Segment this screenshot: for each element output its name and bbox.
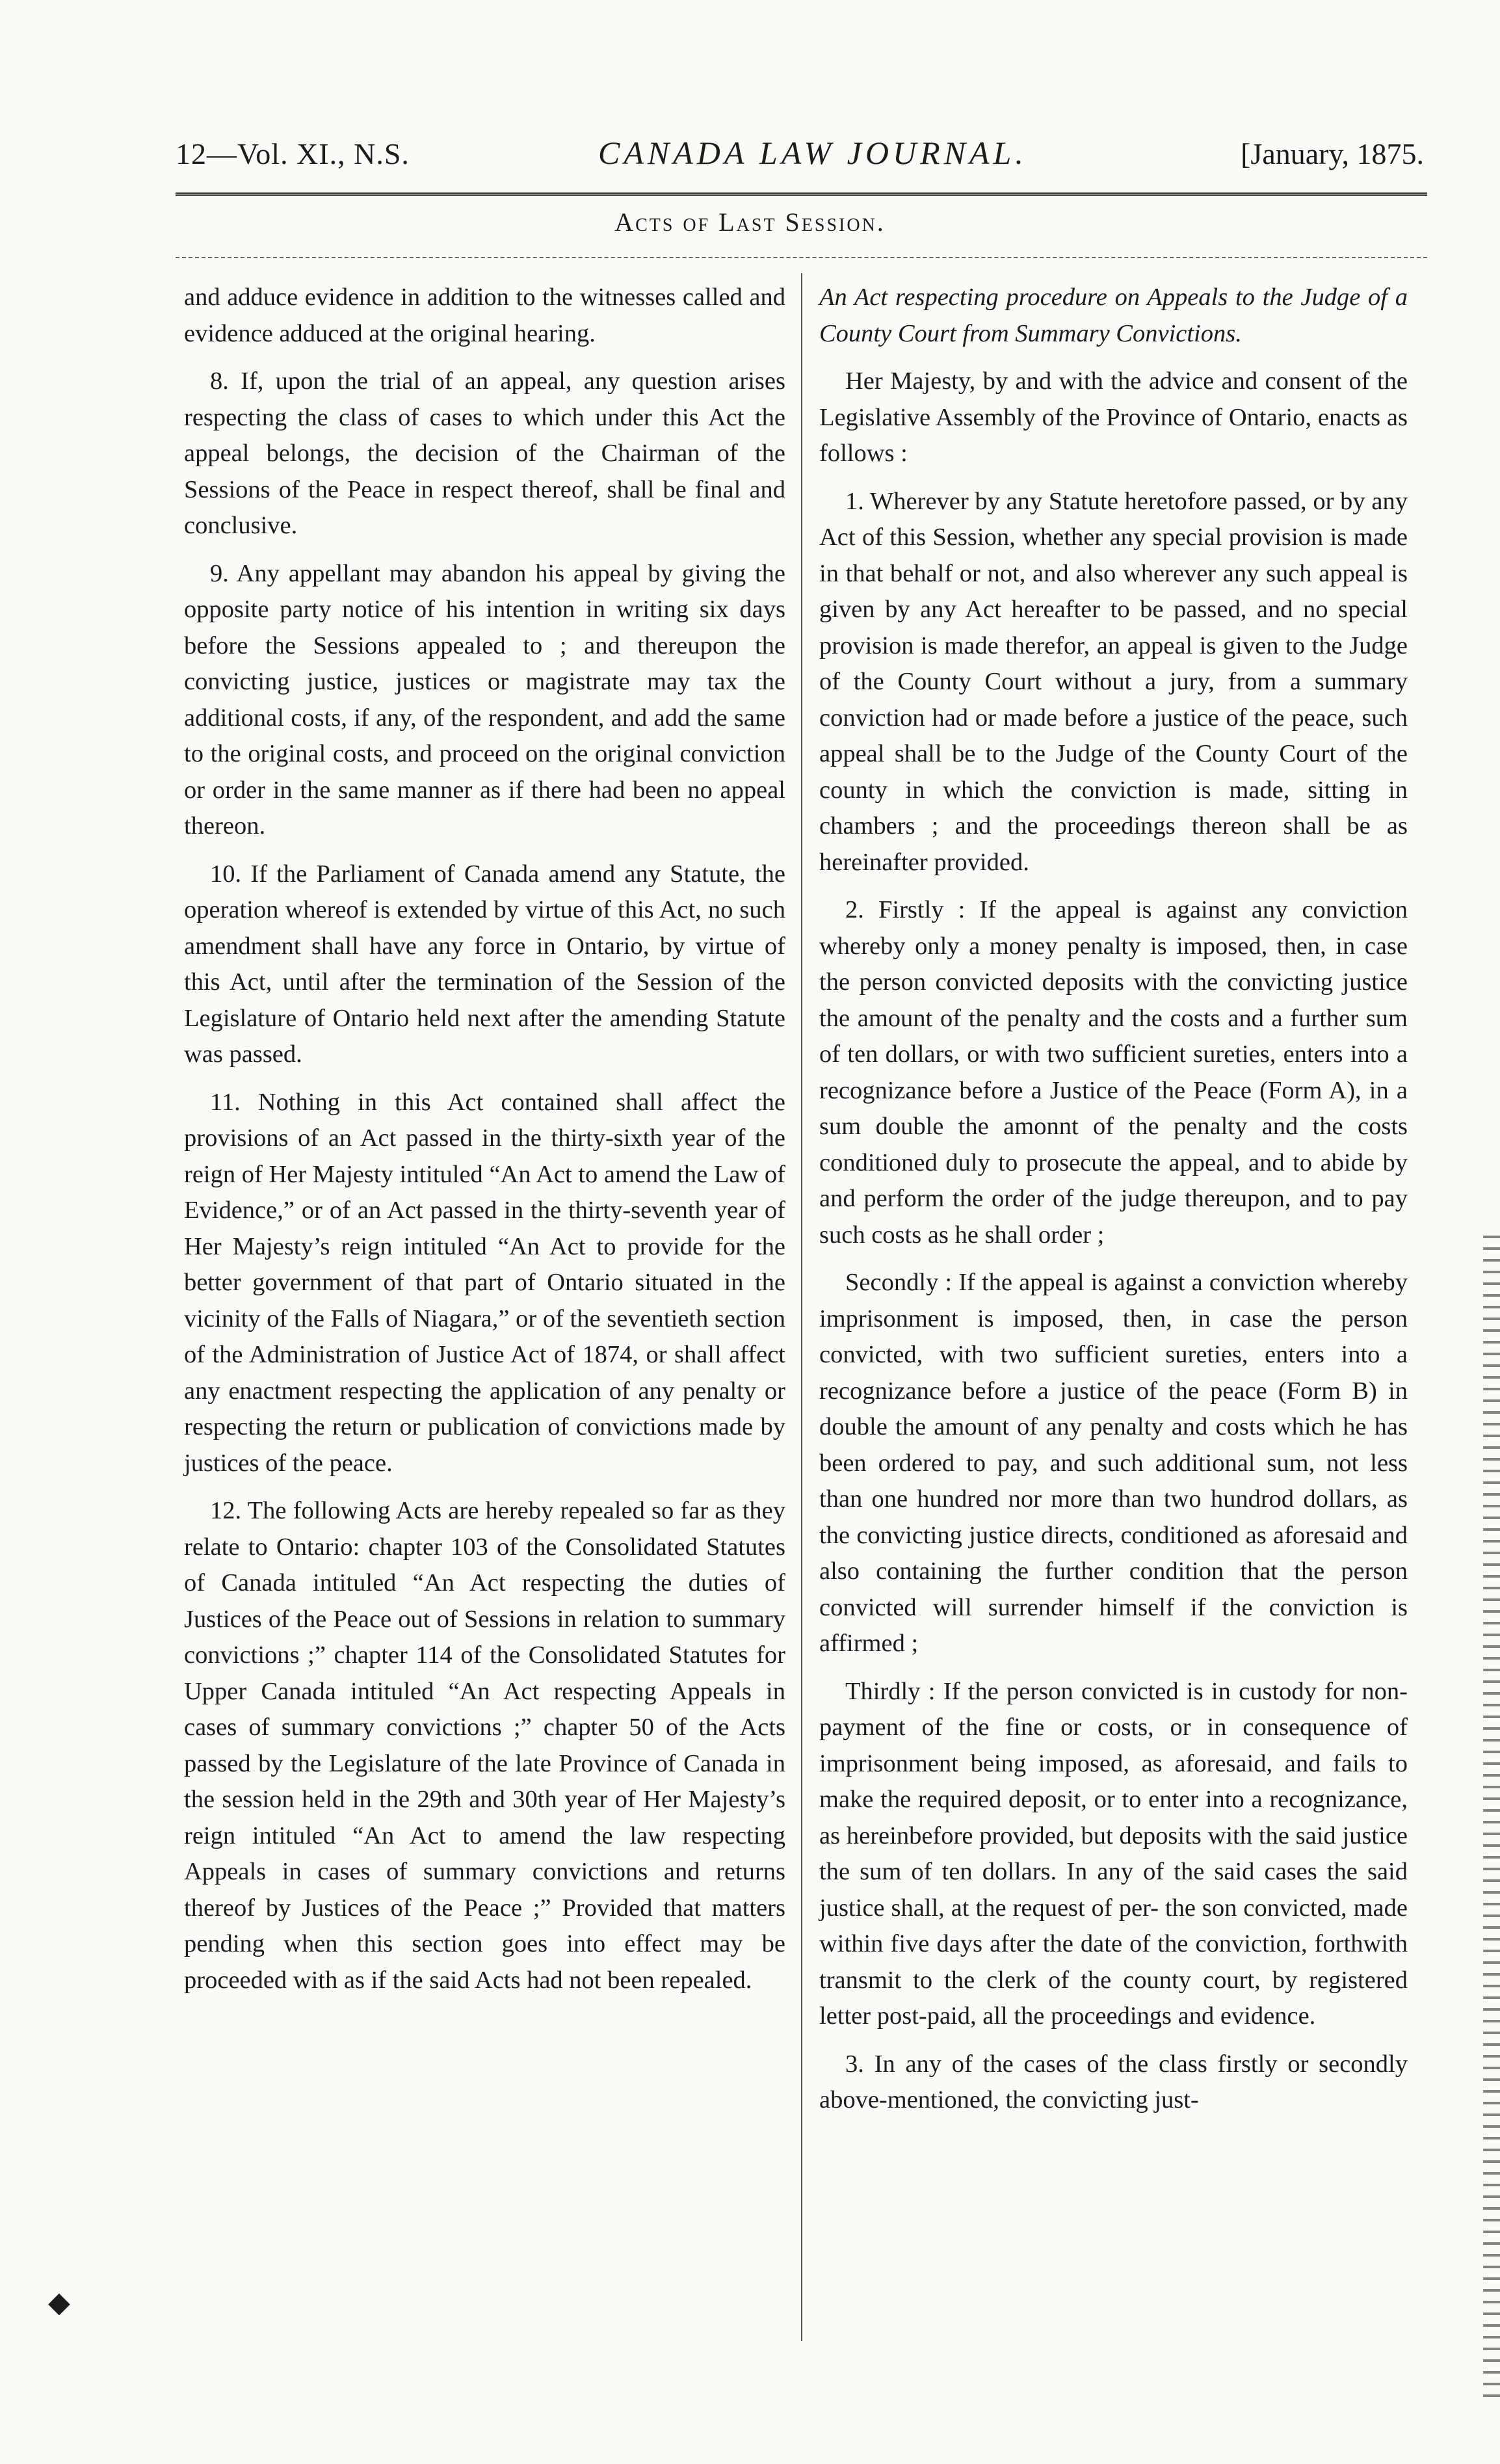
left-column	[184, 280, 785, 1998]
section-title: Acts of Last Session.	[614, 207, 886, 237]
margin-mark: ◆	[48, 2286, 70, 2318]
section-9: 9. Any appellant may abandon his appeal by giving the opposite party notice of his intention in writing six days before the Sessions appealed to ; and thereupon the convicting justice, justices or magistrate may tax the additional costs, if any, of the respondent, and add the same to the original costs, and proceed on the original conviction or order in the same manner as if there had been no appeal thereon.	[184, 559, 785, 840]
page-reference: 12—Vol. XI., N.S.	[176, 137, 410, 170]
section-10: 10. If the Parliament of Canada amend any Statute, the operation whereof is extended by virtue of this Act, no such amendment shall have any force in Ontario, by virtue of this Act, until after the termination of the Session of the Legislature of Ontario held next after the amending Statute was passed.	[184, 860, 785, 1068]
section-11: 11. Nothing in this Act contained shall affect the provisions of an Act passed in the thirty-sixth year of the reign of Her Majesty intituled “An Act to amend the Law of Evidence,” or of an Act passed in the thirty-seventh year of Her Majesty’s reign intituled “An Act to provide for the better government of that part of Ontario situated in the vicinity of the Falls of Niagara,” or of the seventieth section of the Administration of Justice Act of 1874, or shall affect any enactment respecting the application of any penalty or respecting the return or publication of convictions made by justices of the peace.	[184, 1088, 785, 1477]
running-header	[176, 127, 1424, 179]
act-title: An Act respecting procedure on Appeals to the Judge of a County Court from Summary Convictions.	[819, 284, 1408, 347]
paragraph-continuation: and adduce evidence in addition to the witnesses called and evidence adduced at the original hearing.	[184, 284, 785, 347]
section-3: 3. In any of the cases of the class firstly or secondly above-mentioned, the convicting just-	[819, 2050, 1408, 2113]
section-8: 8. If, upon the trial of an appeal, any question arises respecting the class of cases to which under this Act the appeal belongs, the decision of the Chairman of the Sessions of the Peace in respect thereof, shall be final and conclusive.	[184, 367, 785, 539]
section-2-thirdly: Thirdly : If the person convicted is in custody for non-payment of the fine or costs, or in consequence of imprisonment being imposed, as aforesaid, and fails to make the required deposit, or to enter into a recognizance, as hereinbefore provided, but deposits with the said justice the sum of ten dollars. In any of the said cases the said justice shall, at the request of per- the son convicted, made within five days after the date of the conviction, forthwith transmit to the clerk of the county court, by registered letter post-paid, all the proceedings and evidence.	[819, 1677, 1408, 2030]
scan-edge-marks	[1483, 1236, 1500, 2406]
enacting-clause: Her Majesty, by and with the advice and consent of the Legislative Assembly of the Province of Ontario, enacts as follows :	[819, 367, 1408, 467]
journal-title: CANADA LAW JOURNAL.	[598, 135, 1027, 171]
header-rule	[176, 192, 1427, 196]
section-rule	[176, 257, 1427, 258]
column-divider	[801, 273, 802, 2341]
right-column	[819, 280, 1408, 2119]
issue-date: [January, 1875.	[1241, 137, 1424, 170]
section-2-firstly: 2. Firstly : If the appeal is against any conviction whereby only a money penalty is imposed, then, in case the person convicted deposits with the convicting justice the amount of the penalty and the costs and a further sum of ten dollars, or with two sufficient sureties, enters into a recognizance before a Justice of the Peace (Form A), in a sum double the amonnt of the penalty and the costs conditioned duly to prosecute the appeal, and to abide by and perform the order of the judge thereupon, and to pay such costs as he shall order ;	[819, 896, 1408, 1249]
section-1: 1. Wherever by any Statute heretofore passed, or by any Act of this Session, whether any special provision is made in that behalf or not, and also wherever any such appeal is given by any Act hereafter to be passed, and no special provision is made therefor, an appeal is given to the Judge of the County Court without a jury, from a summary conviction had or made before a justice of the peace, such appeal shall be to the Judge of the County Court of the county in which the conviction is made, sitting in chambers ; and the proceedings thereon shall be as hereinafter provided.	[819, 487, 1408, 876]
section-2-secondly: Secondly : If the appeal is against a conviction whereby imprisonment is imposed, then, in case the person convicted, with two sufficient sureties, enters into a recognizance before a justice of the peace (Form B) in double the amount of any penalty and costs which he has been ordered to pay, and such additional sum, not less than one hundred nor more than two hundrod dollars, as the convicting justice directs, conditioned as aforesaid and also containing the further condition that the person convicted will surrender himself if the conviction is affirmed ;	[819, 1269, 1408, 1657]
section-12: 12. The following Acts are hereby repealed so far as they relate to Ontario: chapter 103 of the Consolidated Statutes of Canada intituled “An Act respecting the duties of Justices of the Peace out of Sessions in relation to summary convictions ;” chapter 114 of the Consolidated Statutes for Upper Canada intituled “An Act respecting Appeals in cases of summary convictions ;” chapter 50 of the Acts passed by the Legislature of the late Province of Canada in the session held in the 29th and 30th year of Her Majesty’s reign intituled “An Act to amend the law respecting Appeals in cases of summary convictions and returns thereof by Justices of the Peace ;” Provided that matters pending when this section goes into effect may be proceeded with as if the said Acts had not been repealed.	[184, 1497, 785, 1994]
